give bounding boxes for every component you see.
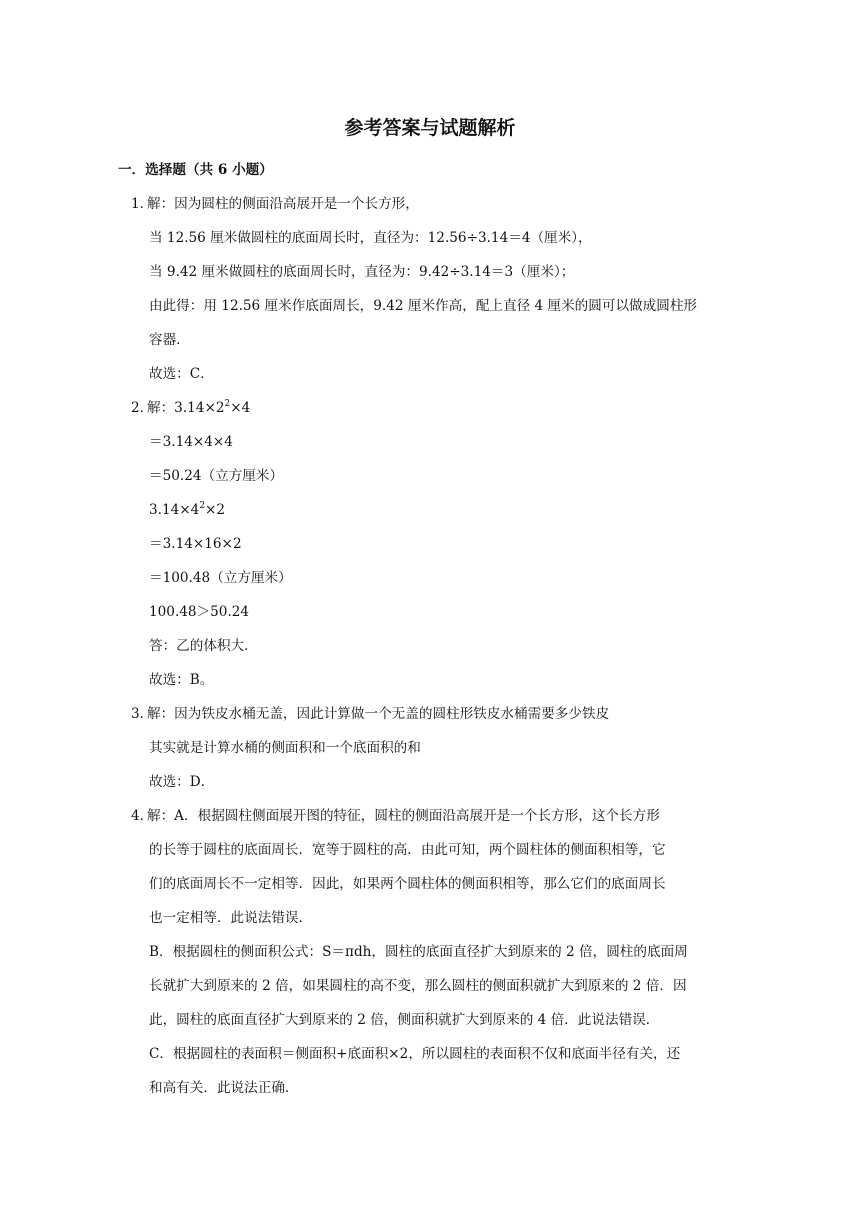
q2-line-7: 100.48＞50.24 (149, 604, 250, 620)
q4-line-2: 的长等于圆柱的底面周长．宽等于圆柱的高．由此可知，两个圆柱体的侧面积相等，它 (149, 842, 666, 858)
q4-line-8: C．根据圆柱的表面积＝侧面积+底面积×2，所以圆柱的表面积不仅和底面半径有关，还 (149, 1046, 681, 1062)
q4-line-5: B．根据圆柱的侧面积公式：S＝πdh，圆柱的底面直径扩大到原来的 2 倍，圆柱的底面周 (149, 944, 688, 960)
q2-number: 2． (131, 400, 154, 416)
q2-answer: 故选：B。 (149, 672, 214, 688)
q1-answer: 故选：C． (149, 366, 214, 382)
q2-line-2: ＝3.14×4×4 (149, 434, 233, 450)
q1-line-4: 由此得：用 12.56 厘米作底面周长，9.42 厘米作高，配上直径 4 厘米的圆可以做成圆柱形 (149, 298, 698, 314)
q3-line-2: 其实就是计算水桶的侧面积和一个底面积的和 (149, 740, 421, 756)
q4-line-9: 和高有关．此说法正确． (149, 1080, 299, 1096)
q2-line-5: ＝3.14×16×2 (149, 536, 242, 552)
q2-line-4: $3.14\times 4^2\times 2$ (149, 501, 226, 518)
q4-number: 4． (131, 808, 154, 824)
section-heading: 一．选择题（共 6 小题） (118, 162, 273, 178)
q2-line-8: 答：乙的体积大． (149, 638, 258, 654)
q4-line-3: 们的底面周长不一定相等．因此，如果两个圆柱体的侧面积相等，那么它们的底面周长 (149, 876, 666, 892)
q1-line-2: 当 12.56 厘米做圆柱的底面周长时，直径为：12.56÷3.14＝4（厘米）， (149, 230, 592, 246)
q3-answer: 故选：D． (149, 774, 215, 790)
q2-line-3: ＝50.24（立方厘米） (149, 468, 284, 484)
q1-line-3: 当 9.42 厘米做圆柱的底面周长时，直径为：9.42÷3.14＝3（厘米）； (149, 264, 575, 280)
q4-line-6: 长就扩大到原来的 2 倍，如果圆柱的高不变，那么圆柱的侧面积就扩大到原来的 2 倍．因 (149, 978, 687, 994)
q3-number: 3． (131, 706, 154, 722)
page-title: 参考答案与试题解析 (344, 117, 516, 139)
q4-line-7: 此，圆柱的底面直径扩大到原来的 2 倍，侧面积就扩大到原来的 4 倍．此说法错误． (149, 1012, 660, 1028)
q3-line-1: 解：因为铁皮水桶无盖，因此计算做一个无盖的圆柱形铁皮水桶需要多少铁皮 (147, 706, 610, 722)
q4-line-4: 也一定相等．此说法错误． (149, 910, 313, 926)
q2-line-1: 解：$3.14\times 2^2\times 4$ (147, 399, 251, 416)
q1-number: 1． (131, 196, 154, 212)
q1-line-5: 容器． (149, 332, 190, 348)
q2-line-6: ＝100.48（立方厘米） (149, 570, 292, 586)
q1-line-1: 解：因为圆柱的侧面沿高展开是一个长方形， (147, 196, 419, 212)
q4-line-1: 解：A．根据圆柱侧面展开图的特征，圆柱的侧面沿高展开是一个长方形，这个长方形 (147, 808, 660, 824)
